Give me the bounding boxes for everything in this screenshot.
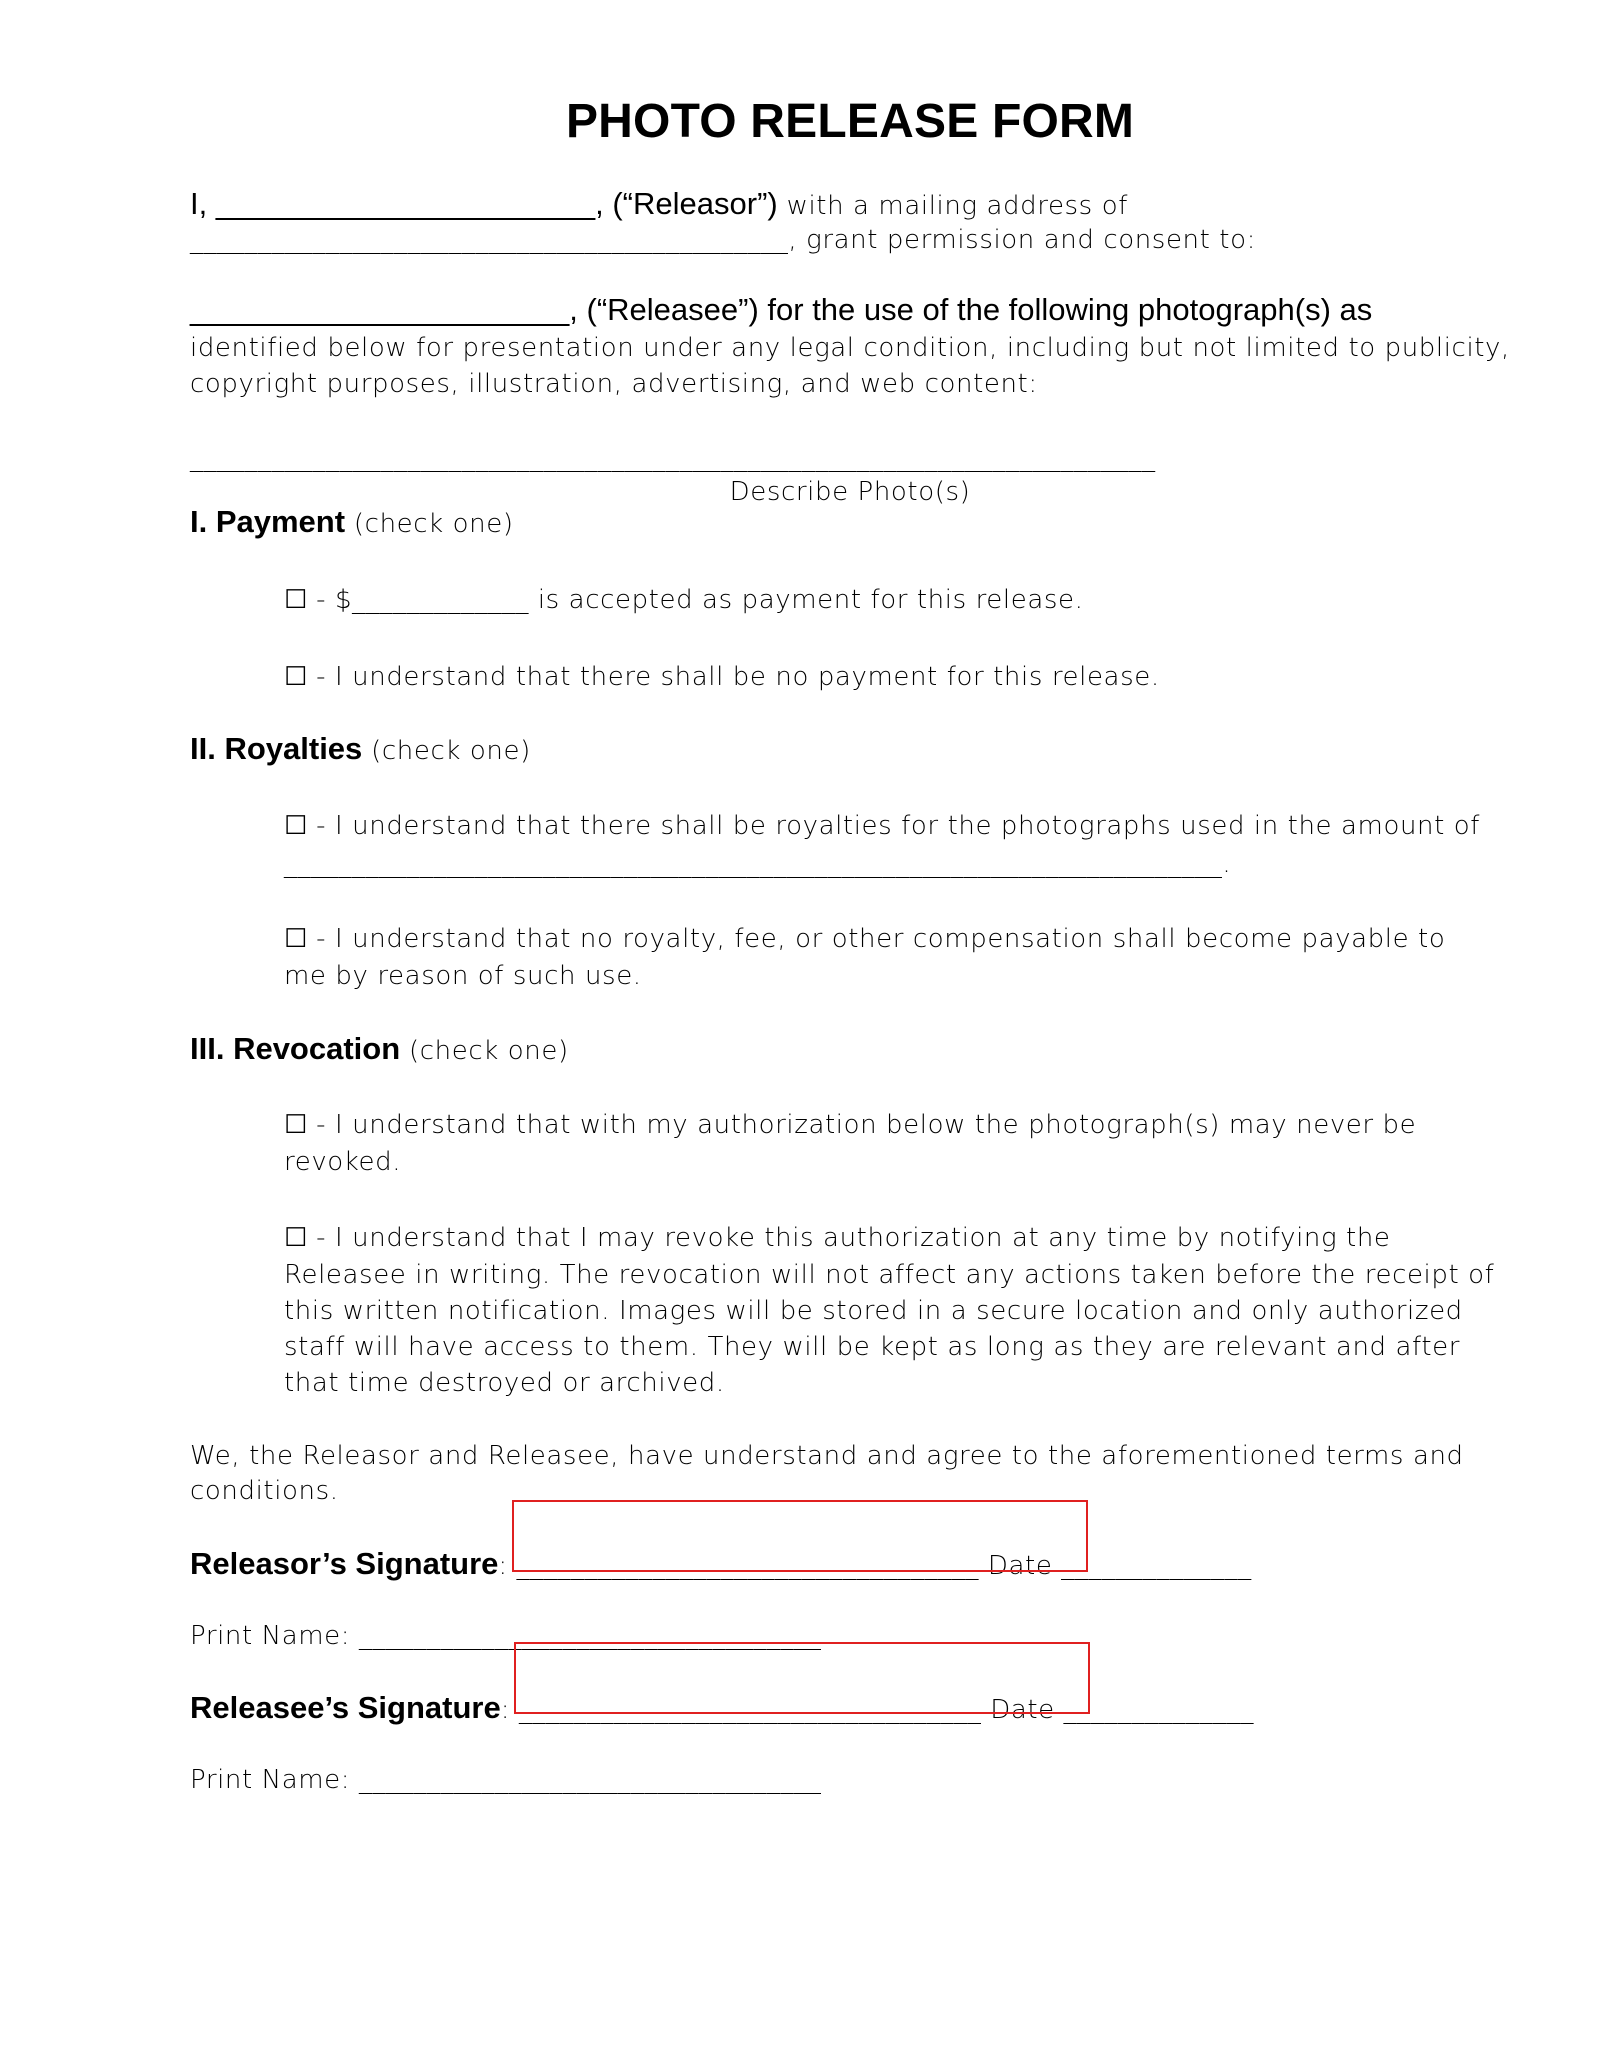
intro-line-1 — [190, 186, 1128, 224]
payment-option-1-text: - $_____________ is accepted as payment for this release. — [307, 585, 1084, 615]
releasee-signature-date-field[interactable]: : __________________________________ Date ______________ — [500, 1695, 1255, 1725]
royalties-heading-line — [190, 731, 531, 769]
agreement-line-1: We, the Releasor and Releasee, have understand and agree to the aforementioned terms and — [190, 1441, 1464, 1471]
describe-photo-field[interactable]: _______________________________________________________________________ — [190, 443, 1156, 473]
royalties-heading: II. Royalties — [190, 731, 363, 766]
revocation-option-1-text: - I understand that with my authorization below the photograph(s) may never be — [307, 1110, 1417, 1140]
royalties-option-2-text: - I understand that no royalty, fee, or other compensation shall become payable to — [307, 924, 1446, 954]
revocation-heading: III. Revocation — [190, 1031, 401, 1066]
revocation-hint: (check one) — [400, 1036, 569, 1066]
royalties-amount-field[interactable]: _____________________________________________________________________. — [284, 849, 1232, 879]
agreement-line-2: conditions. — [190, 1476, 339, 1506]
intro-line-presentation: identified below for presentation under any legal condition, including but not limited to publicity, — [190, 333, 1510, 363]
revocation-option-2 — [284, 1220, 1391, 1256]
revocation-option-2-line-2: Releasee in writing. The revocation will not affect any actions taken before the receipt of — [284, 1260, 1495, 1290]
revocation-option-1-line-2: revoked. — [284, 1147, 402, 1177]
releasor-print-name-field[interactable]: Print Name: __________________________________ — [190, 1621, 822, 1651]
releasor-intro: I, ______________________, (“Releasor”) — [190, 186, 778, 221]
checkbox-icon[interactable]: ☐ — [284, 1223, 308, 1253]
checkbox-icon[interactable]: ☐ — [284, 924, 308, 954]
intro-line-copyright: copyright purposes, illustration, advertising, and web content: — [190, 369, 1038, 399]
releasee-signature-label: Releasee’s Signature — [190, 1690, 501, 1725]
payment-option-1 — [284, 582, 1083, 618]
royalties-hint: (check one) — [362, 736, 531, 766]
releasor-signature-date-field[interactable]: : __________________________________ Date ______________ — [498, 1551, 1252, 1581]
mailing-address-text: with a mailing address of — [777, 191, 1128, 221]
mailing-address-line: ____________________________________________, grant permission and consent to: — [190, 225, 1256, 255]
checkbox-icon[interactable]: ☐ — [284, 585, 308, 615]
royalties-option-2-line-2: me by reason of such use. — [284, 961, 642, 991]
releasor-signature-label: Releasor’s Signature — [190, 1546, 499, 1581]
releasee-print-name-field[interactable]: Print Name: __________________________________ — [190, 1765, 822, 1795]
checkbox-icon[interactable]: ☐ — [284, 1110, 308, 1140]
releasee-signature-box[interactable] — [514, 1642, 1090, 1714]
revocation-option-2-text: - I understand that I may revoke this authorization at any time by notifying the — [307, 1223, 1391, 1253]
revocation-option-1 — [284, 1107, 1416, 1143]
describe-photo-label: Describe Photo(s) — [729, 477, 971, 507]
payment-option-2-text: - I understand that there shall be no payment for this release. — [307, 662, 1160, 692]
payment-hint: (check one) — [345, 509, 514, 539]
payment-heading: I. Payment — [190, 504, 346, 539]
page-title: PHOTO RELEASE FORM — [565, 95, 1135, 148]
royalties-option-2 — [284, 921, 1445, 957]
checkbox-icon[interactable]: ☐ — [284, 811, 308, 841]
revocation-option-2-line-5: that time destroyed or archived. — [284, 1368, 725, 1398]
royalties-option-1 — [284, 808, 1480, 844]
releasor-signature-box[interactable] — [512, 1500, 1088, 1572]
revocation-heading-line — [190, 1031, 569, 1069]
payment-option-2 — [284, 659, 1160, 695]
revocation-option-2-line-4: staff will have access to them. They will be kept as long as they are relevant and after — [284, 1332, 1461, 1362]
royalties-option-1-text: - I understand that there shall be royalties for the photographs used in the amount of — [307, 811, 1481, 841]
revocation-option-2-line-3: this written notification. Images will be stored in a secure location and only authorized — [284, 1296, 1463, 1326]
payment-heading-line — [190, 504, 514, 542]
checkbox-icon[interactable]: ☐ — [284, 662, 308, 692]
releasee-intro: ______________________, (“Releasee”) for the use of the following photograph(s) as — [190, 292, 1373, 327]
